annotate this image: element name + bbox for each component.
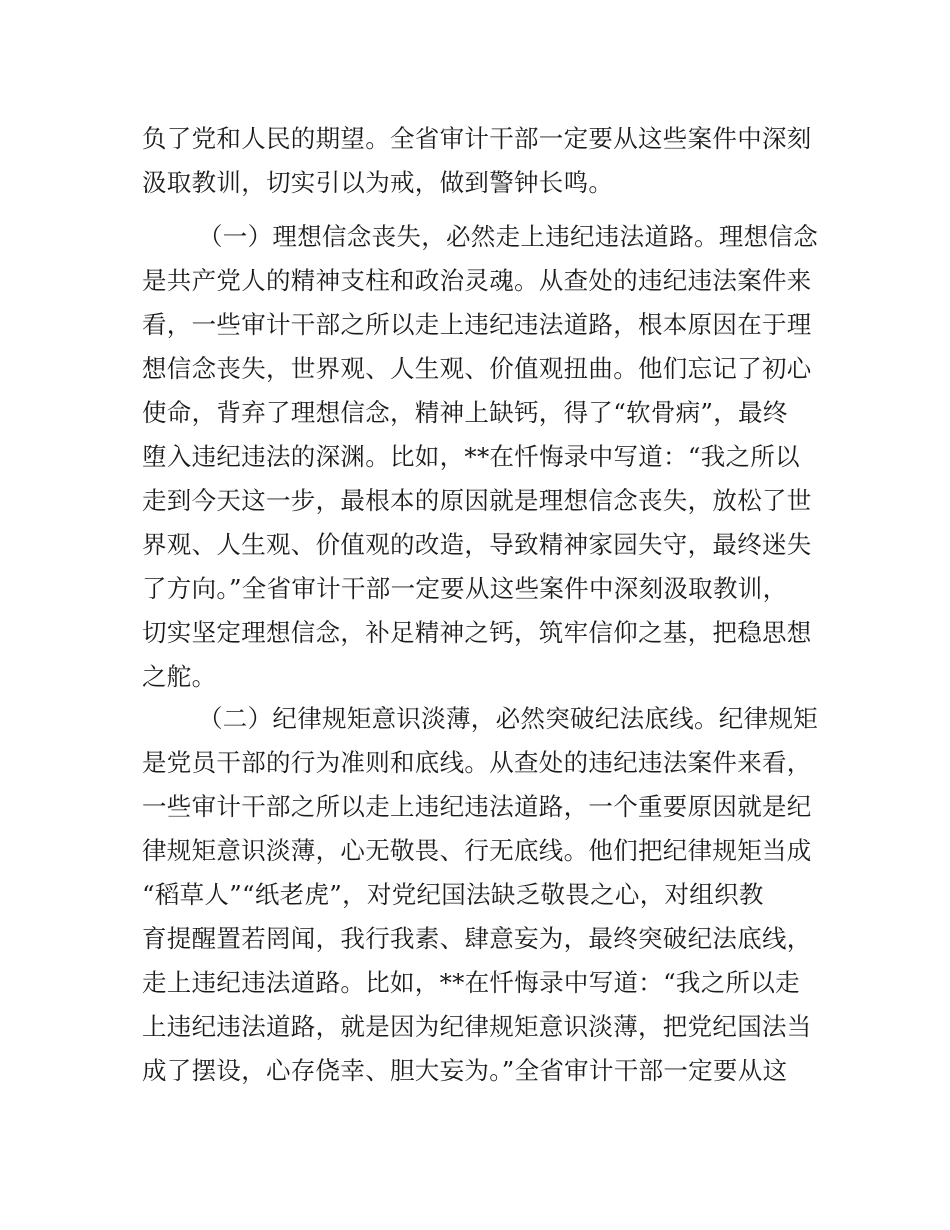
text-line: “稻草人”“纸老虎”，对党纪国法缺乏敬畏之心，对组织教	[142, 880, 764, 909]
text-line: 是党员干部的行为准则和底线。从查处的违纪违法案件来看，	[142, 748, 812, 777]
text-line: 走到今天这一步，最根本的原因就是理想信念丧失，放松了世	[142, 486, 812, 515]
text-line: 切实坚定理想信念，补足精神之钙，筑牢信仰之基，把稳思想	[142, 618, 812, 647]
text-line: 律规矩意识淡薄，心无敬畏、行无底线。他们把纪律规矩当成	[142, 836, 812, 865]
text-line: 一些审计干部之所以走上违纪违法道路，一个重要原因就是纪	[142, 792, 812, 821]
paragraph-continuation	[142, 117, 818, 205]
text-line: 了方向。”全省审计干部一定要从这些案件中深刻汲取教训，	[142, 574, 788, 603]
text-line: 使命，背弃了理想信念，精神上缺钙，得了“软骨病”，最终	[142, 398, 788, 427]
paragraph-discipline-rules	[142, 697, 818, 1093]
text-line: 育提醒置若罔闻，我行我素、肆意妄为，最终突破纪法底线，	[142, 924, 812, 953]
text-line: 想信念丧失，世界观、人生观、价值观扭曲。他们忘记了初心	[142, 354, 812, 383]
paragraph-ideals-beliefs	[142, 215, 818, 699]
text-line: 走上违纪违法道路。比如，**在忏悔录中写道：“我之所以走	[142, 968, 800, 997]
text-line: 是共产党人的精神支柱和政治灵魂。从查处的违纪违法案件来	[142, 266, 812, 295]
text-line: 界观、人生观、价值观的改造，导致精神家园失守，最终迷失	[142, 530, 812, 559]
text-line: 之舵。	[142, 662, 217, 691]
text-line: 堕入违纪违法的深渊。比如，**在忏悔录中写道：“我之所以	[142, 442, 800, 471]
text-line: 负了党和人民的期望。全省审计干部一定要从这些案件中深刻	[142, 124, 812, 153]
text-line: 上违纪违法道路，就是因为纪律规矩意识淡薄，把党纪国法当	[142, 1012, 812, 1041]
text-line: 汲取教训，切实引以为戒，做到警钟长鸣。	[142, 168, 614, 197]
text-line: （二）纪律规矩意识淡薄，必然突破纪法底线。纪律规矩	[198, 704, 818, 733]
text-line: （一）理想信念丧失，必然走上违纪违法道路。理想信念	[198, 222, 818, 251]
text-line: 成了摆设，心存侥幸、胆大妄为。”全省审计干部一定要从这	[142, 1056, 788, 1085]
text-line: 看，一些审计干部之所以走上违纪违法道路，根本原因在于理	[142, 310, 812, 339]
